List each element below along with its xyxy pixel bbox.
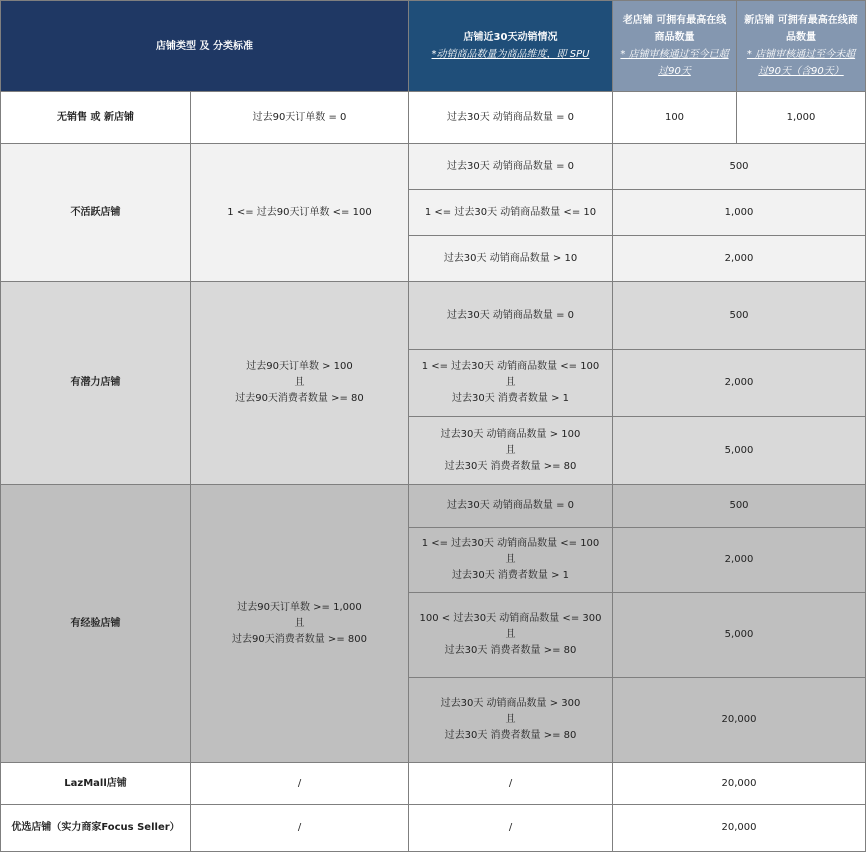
store-type-cell: 有经验店铺 bbox=[1, 485, 191, 763]
activity-cell bbox=[409, 417, 613, 485]
criteria-line: 过去90天消费者数量 >= 80 bbox=[235, 393, 364, 404]
criteria-line: 过去90天订单数 >= 1,000 bbox=[237, 601, 362, 613]
limit-cell: 500 bbox=[613, 144, 866, 190]
store-type-cell: 无销售 或 新店铺 bbox=[1, 92, 191, 144]
activity-cell: 过去30天 动销商品数量 > 10 bbox=[409, 236, 613, 282]
criteria-line: 且 bbox=[294, 617, 305, 629]
activity-line: 过去30天 动销商品数量 > 100 bbox=[440, 428, 581, 440]
limit-cell: 2,000 bbox=[613, 236, 866, 282]
store-type-cell: 有潜力店铺 bbox=[1, 282, 191, 485]
new-store-limit-cell: 1,000 bbox=[737, 92, 866, 144]
criteria-cell bbox=[191, 282, 409, 485]
activity-line: 100 < 过去30天 动销商品数量 <= 300 bbox=[419, 613, 602, 624]
criteria-line: 且 bbox=[294, 377, 305, 388]
activity-cell bbox=[409, 593, 613, 678]
activity-cell bbox=[409, 350, 613, 417]
activity-line: 且 bbox=[505, 444, 516, 456]
criteria-cell bbox=[191, 485, 409, 763]
activity-line: 过去30天 消费者数量 >= 80 bbox=[444, 645, 577, 656]
limit-cell: 20,000 bbox=[613, 763, 866, 805]
criteria-line: 过去90天订单数 > 100 bbox=[246, 361, 353, 372]
criteria-cell: / bbox=[191, 763, 409, 805]
header-old-store bbox=[613, 1, 737, 92]
activity-cell: 1 <= 过去30天 动销商品数量 <= 10 bbox=[409, 190, 613, 236]
store-type-cell: 不活跃店铺 bbox=[1, 144, 191, 282]
header-activity bbox=[409, 1, 613, 92]
store-type-cell: 优选店铺（实力商家Focus Seller） bbox=[1, 805, 191, 852]
header-new-store bbox=[737, 1, 866, 92]
activity-cell: 过去30天 动销商品数量 = 0 bbox=[409, 485, 613, 528]
criteria-line: 过去90天消费者数量 >= 800 bbox=[232, 633, 367, 645]
criteria-cell: 过去90天订单数 = 0 bbox=[191, 92, 409, 144]
table-row bbox=[1, 282, 866, 350]
limit-cell: 5,000 bbox=[613, 417, 866, 485]
activity-line: 且 bbox=[505, 629, 516, 640]
activity-line: 过去30天 动销商品数量 > 300 bbox=[440, 698, 581, 709]
criteria-cell: 1 <= 过去90天订单数 <= 100 bbox=[191, 144, 409, 282]
activity-line: 过去30天 消费者数量 > 1 bbox=[451, 393, 569, 404]
header-row bbox=[1, 1, 866, 92]
limit-cell: 5,000 bbox=[613, 593, 866, 678]
activity-cell: 过去30天 动销商品数量 = 0 bbox=[409, 282, 613, 350]
limit-cell: 1,000 bbox=[613, 190, 866, 236]
activity-cell: 过去30天 动销商品数量 = 0 bbox=[409, 92, 613, 144]
header-old-store-note: * 店铺审核通过至今已超过90天 bbox=[620, 49, 729, 77]
header-activity-note: *动销商品数量为商品维度，即 SPU bbox=[431, 49, 590, 60]
limit-cell: 2,000 bbox=[613, 350, 866, 417]
table-row bbox=[1, 763, 866, 805]
activity-line: 且 bbox=[505, 377, 516, 388]
activity-line: 过去30天 消费者数量 >= 80 bbox=[444, 730, 577, 741]
table-row bbox=[1, 144, 866, 190]
criteria-cell: / bbox=[191, 805, 409, 852]
activity-cell: / bbox=[409, 805, 613, 852]
activity-cell: 过去30天 动销商品数量 = 0 bbox=[409, 144, 613, 190]
activity-line: 1 <= 过去30天 动销商品数量 <= 100 bbox=[421, 538, 600, 549]
header-activity-title: 店铺近30天动销情况 bbox=[463, 32, 558, 43]
activity-line: 且 bbox=[505, 554, 516, 565]
limit-cell: 500 bbox=[613, 485, 866, 528]
header-new-store-title: 新店铺 可拥有最高在线商品数量 bbox=[744, 15, 858, 43]
header-new-store-note: * 店铺审核通过至今未超过90天（含90天） bbox=[746, 49, 856, 77]
table-row bbox=[1, 485, 866, 528]
limit-cell: 20,000 bbox=[613, 805, 866, 852]
store-type-cell: LazMall店铺 bbox=[1, 763, 191, 805]
header-old-store-title: 老店铺 可拥有最高在线商品数量 bbox=[622, 15, 727, 43]
activity-line: 过去30天 消费者数量 > 1 bbox=[451, 570, 569, 581]
activity-cell bbox=[409, 678, 613, 763]
activity-cell: / bbox=[409, 763, 613, 805]
header-store-type: 店铺类型 及 分类标准 bbox=[1, 1, 409, 92]
limit-cell: 500 bbox=[613, 282, 866, 350]
activity-cell bbox=[409, 528, 613, 593]
table-row bbox=[1, 92, 866, 144]
activity-line: 且 bbox=[505, 714, 516, 725]
old-store-limit-cell: 100 bbox=[613, 92, 737, 144]
activity-line: 过去30天 消费者数量 >= 80 bbox=[444, 460, 577, 472]
activity-line: 1 <= 过去30天 动销商品数量 <= 100 bbox=[421, 361, 600, 372]
limit-cell: 20,000 bbox=[613, 678, 866, 763]
table-row bbox=[1, 805, 866, 852]
limit-cell: 2,000 bbox=[613, 528, 866, 593]
